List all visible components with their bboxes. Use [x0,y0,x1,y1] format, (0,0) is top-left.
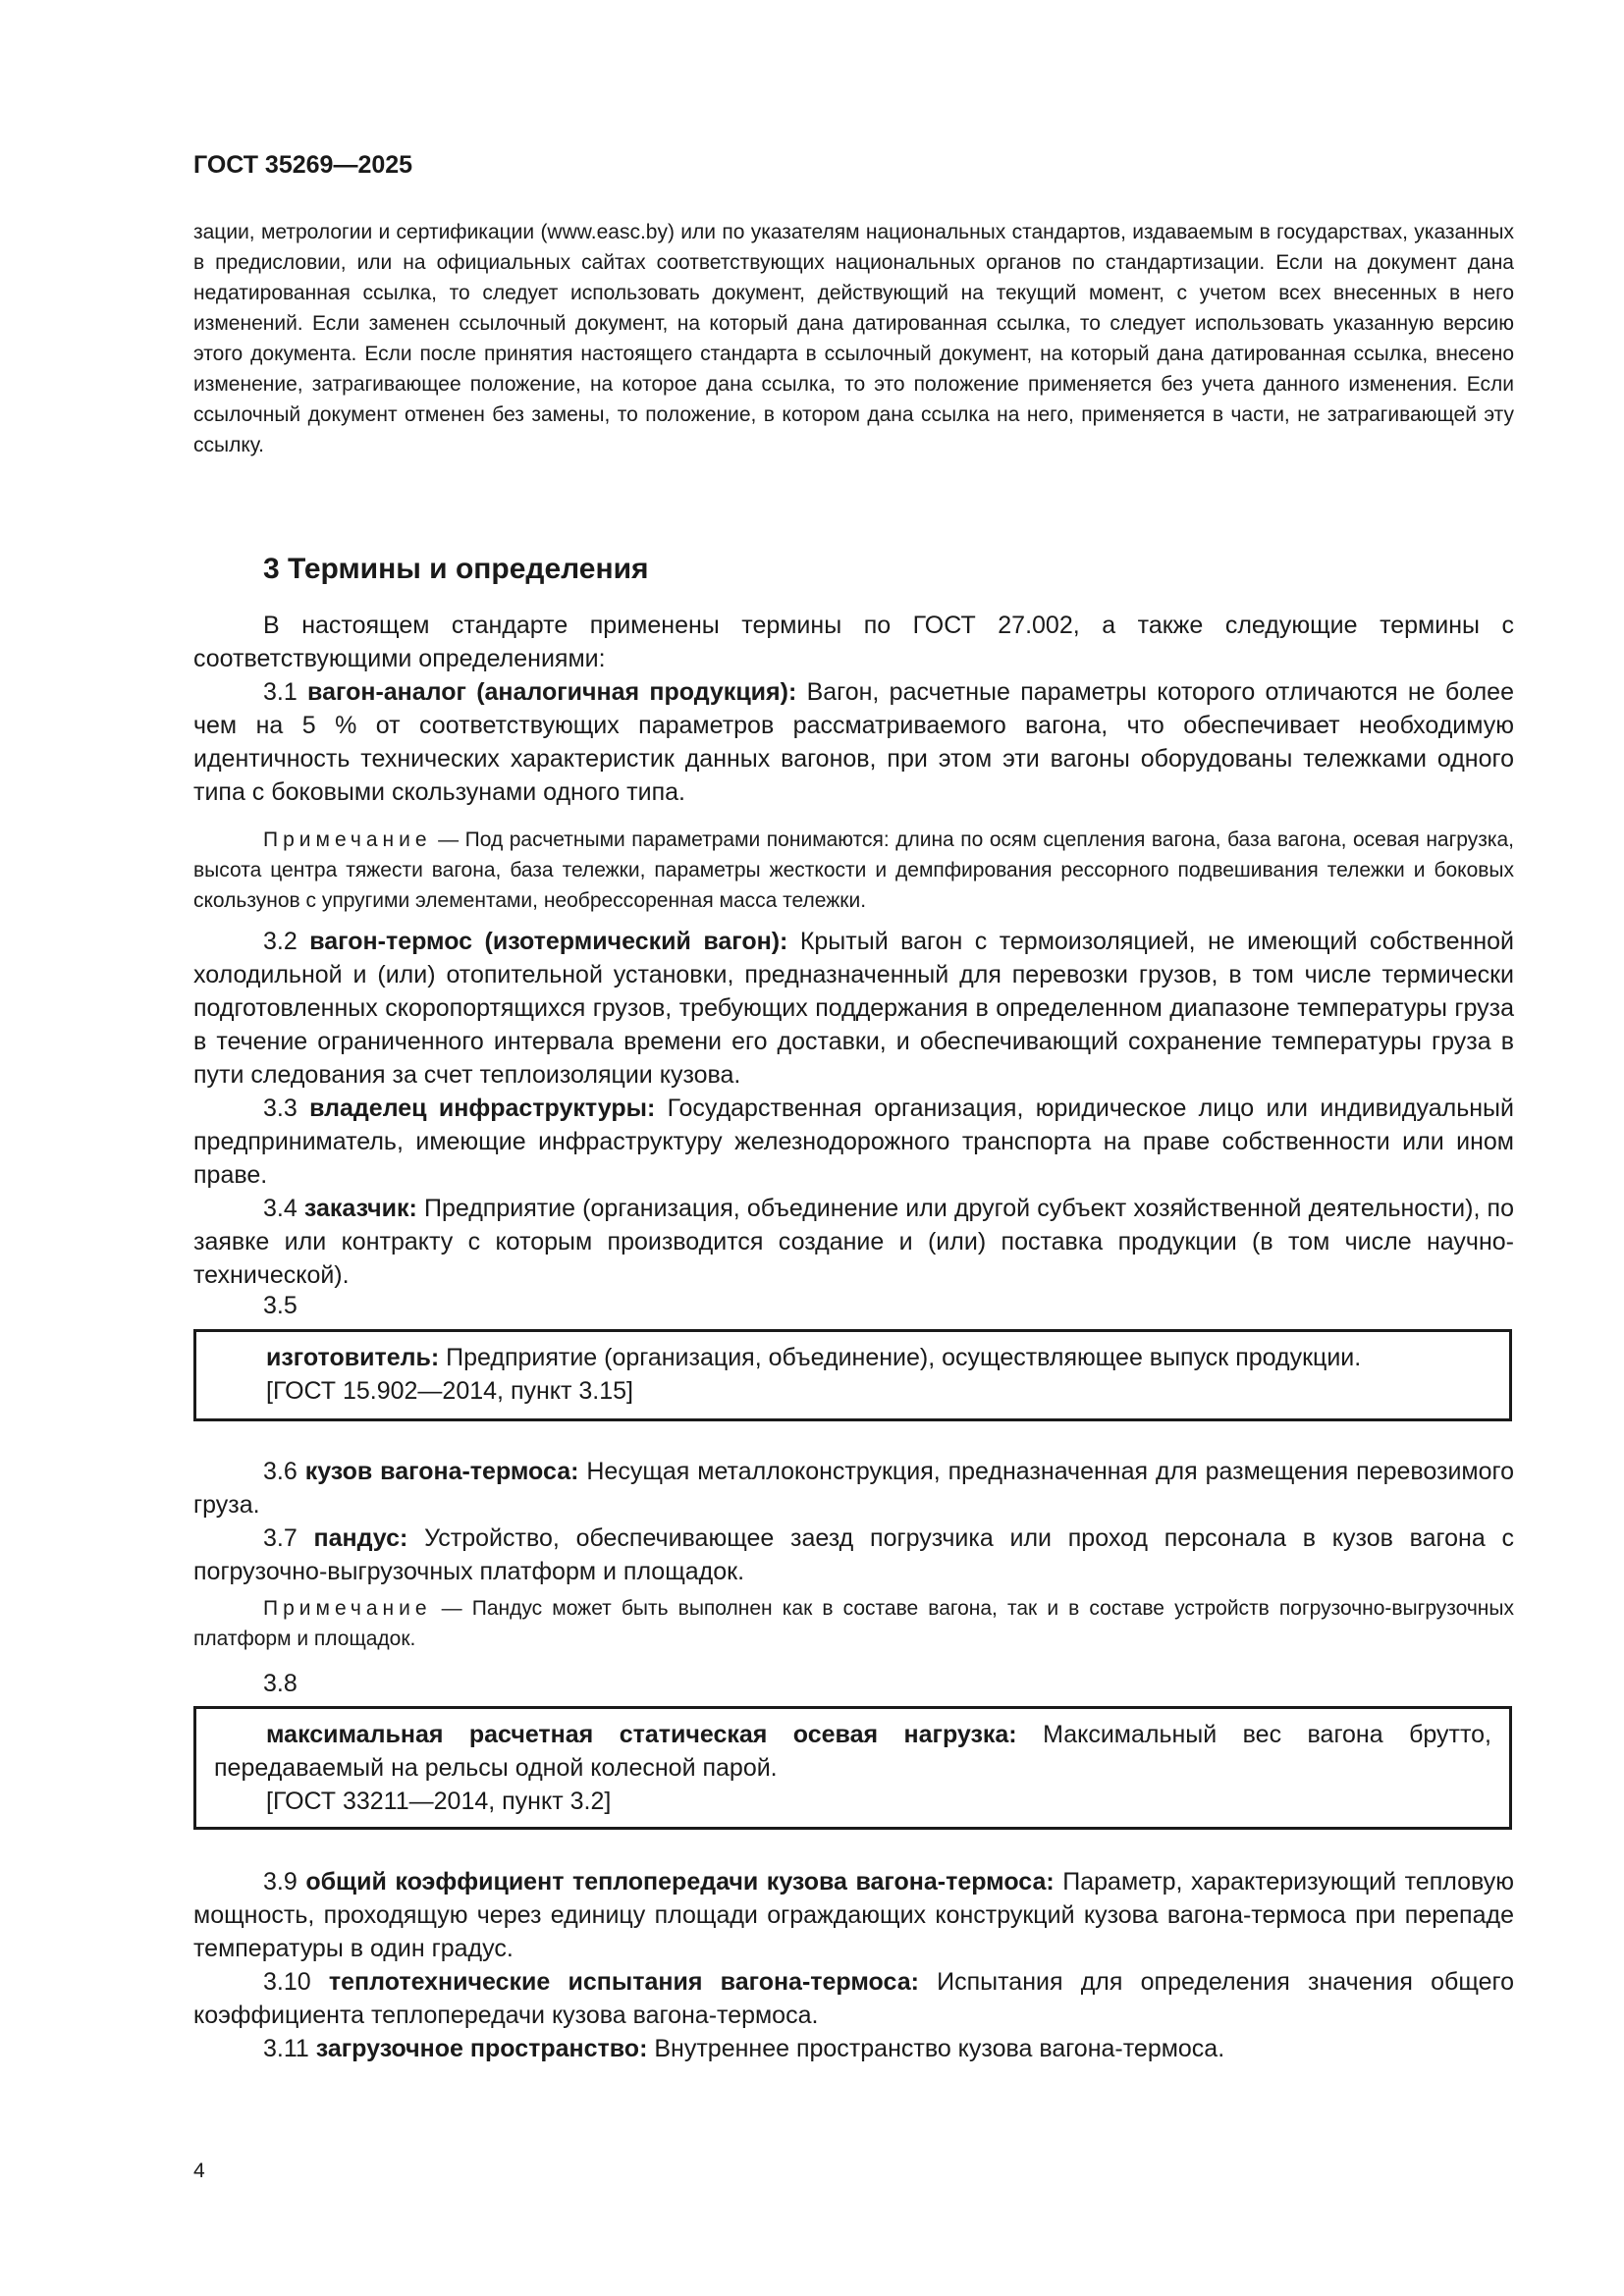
term-name: вагон-аналог (аналогичная продукция): [307,678,797,706]
term-3-8 [214,1718,1491,1785]
note-3-1 [193,825,1514,916]
term-definition: Государственная организация, юридическое лицо или индивидуальный предприниматель, имеющие инфраструктуру железнодорожного транспорта на праве собственности или ином праве. [193,1095,1514,1189]
term-definition: Предприятие (организация, объединение), осуществляющее выпуск продукции. [446,1344,1362,1371]
term-name: пандус: [313,1524,408,1552]
term-definition: Параметр, характеризующий тепловую мощность, проходящую через единицу площади ограждающих конструкций кузова вагона-термоса при перепаде температуры в один градус. [193,1868,1514,1962]
term-number: 3.1 [263,678,298,706]
note-text: — Пандус может быть выполнен как в составе вагона, так и в составе устройств погрузочно-выгрузочных платформ и площадок. [193,1597,1514,1650]
term-number: 3.2 [263,928,298,955]
term-definition: Несущая металлоконструкция, предназначенная для размещения перевозимого груза. [193,1458,1514,1519]
term-3-10 [193,1965,1514,2032]
term-number: 3.9 [263,1868,298,1896]
term-3-5-number: 3.5 [263,1292,298,1319]
term-number: 3.3 [263,1095,298,1122]
term-3-3 [193,1092,1514,1192]
term-name: вагон-термос (изотермический вагон): [309,928,788,955]
term-definition: Предприятие (организация, объединение или другой субъект хозяйственной деятельности), по заявке или контракту с которым производится создание и (или) поставка продукции (в том числе научно-технической). [193,1195,1514,1289]
term-definition: Устройство, обеспечивающее заезд погрузчика или проход персонала в кузов вагона с погрузочно-выгрузочных платформ и площадок. [193,1524,1514,1585]
term-3-7 [193,1522,1514,1588]
note-text: — Под расчетными параметрами понимаются: длина по осям сцепления вагона, база вагона, осевая нагрузка, высота центра тяжести вагона, база тележки, параметры жесткости и демпфирования рессорного подвешивания тележки и боковых скользунов с упругими элементами, необрессоренная масса тележки. [193,828,1515,912]
note-label: Примечание [263,1597,432,1620]
term-3-5 [266,1341,1491,1374]
term-name: общий коэффициент теплопередачи кузова вагона-термоса: [305,1868,1055,1896]
term-3-4 [193,1192,1514,1292]
term-3-8-box [193,1706,1512,1830]
term-number: 3.11 [263,2035,309,2062]
term-name: загрузочное пространство: [315,2035,648,2062]
term-3-11 [193,2032,1514,2065]
term-number: 3.10 [263,1968,311,1996]
term-name: владелец инфраструктуры: [309,1095,656,1122]
term-3-5-box [193,1329,1512,1421]
term-number: 3.4 [263,1195,298,1222]
term-3-2 [193,925,1514,1092]
term-name: теплотехнические испытания вагона-термоса: [328,1968,919,1996]
term-definition: Максимальный вес вагона брутто, передаваемый на рельсы одной колесной парой. [214,1721,1491,1782]
term-name: кузов вагона-термоса: [304,1458,579,1485]
term-definition: Крытый вагон с термоизоляцией, не имеющий собственной холодильной и (или) отопительной установки, предназначенный для перевозки грузов, в том числе термически подготовленных скоропортящихся грузов, требующих поддержания в определенном диапазоне температуры груза в течение ограниченного интервала времени его доставки, и обеспечивающий сохранение температуры груза в пути следования за счет теплоизоляции кузова. [193,928,1514,1089]
term-definition: Внутреннее пространство кузова вагона-термоса. [654,2035,1225,2062]
document-header: ГОСТ 35269—2025 [193,151,413,179]
term-3-8-reference: [ГОСТ 33211—2014, пункт 3.2] [266,1788,612,1815]
term-name: максимальная расчетная статическая осевая нагрузка: [266,1721,1017,1748]
term-name: заказчик: [303,1195,417,1222]
section-lead: В настоящем стандарте применены термины по ГОСТ 27.002, а также следующие термины с соответствующими определениями: [193,612,1514,672]
term-3-9 [193,1865,1514,1965]
page-number: 4 [193,2160,205,2182]
term-number: 3.6 [263,1458,298,1485]
term-definition: Вагон, расчетные параметры которого отличаются не более чем на 5 % от соответствующих параметров рассматриваемого вагона, что обеспечивает необходимую идентичность технических характеристик данных вагонов, при этом эти вагоны оборудованы тележками одного типа с боковыми скользунами одного типа. [193,678,1514,806]
section-title: 3 Термины и определения [263,553,649,585]
term-name: изготовитель: [266,1344,440,1371]
intro-paragraph: зации, метрологии и сертификации (www.easc.by) или по указателям национальных стандартов, издаваемым в государствах, указанных в предисловии, или на официальных сайтах соответствующих национальных органов по стандартизации. Если на документ дана недатированная ссылка, то следует использовать документ, действующий на текущий момент, с учетом всех внесенных в него изменений. Если заменен ссылочный документ, на который дана датированная ссылка, то следует использовать указанную версию этого документа. Если после принятия настоящего стандарта в ссылочный документ, на который дана датированная ссылка, внесено изменение, затрагивающее положение, на которое дана ссылка, то это положение применяется без учета данного изменения. Если ссылочный документ отменен без замены, то положение, в котором дана ссылка на него, применяется в части, не затрагивающей эту ссылку. [193,221,1514,456]
term-3-1 [193,675,1514,809]
term-3-8-number: 3.8 [263,1670,298,1697]
term-definition: Испытания для определения значения общего коэффициента теплопередачи кузова вагона-термоса. [193,1968,1514,2029]
term-3-5-reference: [ГОСТ 15.902—2014, пункт 3.15] [266,1377,633,1405]
term-number: 3.7 [263,1524,298,1552]
term-3-6 [193,1455,1514,1522]
note-label: Примечание [263,828,432,851]
note-3-7 [193,1593,1514,1654]
